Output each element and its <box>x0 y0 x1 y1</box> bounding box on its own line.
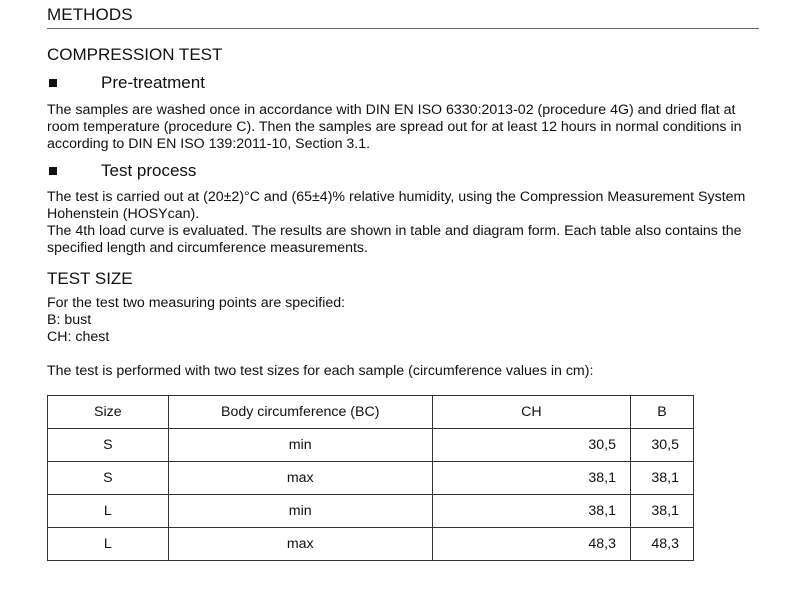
cell-size: L <box>48 495 169 528</box>
header-b: B <box>631 396 694 429</box>
cell-body-circumference: min <box>168 429 432 462</box>
table-row <box>48 528 694 561</box>
paragraph-line: room temperature (procedure C). Then the samples are spread out for at least 12 hours in normal conditions in <box>47 119 742 135</box>
cell-size: S <box>48 429 169 462</box>
cell-b: 38,1 <box>631 462 694 495</box>
header-ch: CH <box>432 396 630 429</box>
table-row <box>48 495 694 528</box>
test-size-paragraph <box>47 295 747 346</box>
table-header-row <box>48 396 694 429</box>
square-bullet-icon <box>49 79 57 87</box>
paragraph-line: B: bust <box>47 312 92 328</box>
cell-size: S <box>48 462 169 495</box>
cell-ch: 38,1 <box>432 462 630 495</box>
cell-ch: 48,3 <box>432 528 630 561</box>
paragraph-line: The 4th load curve is evaluated. The results are shown in table and diagram form. Each table also contains the <box>47 223 742 239</box>
cell-body-circumference: max <box>168 528 432 561</box>
test-size-heading: TEST SIZE <box>47 269 133 288</box>
table-row <box>48 462 694 495</box>
test-process-paragraph <box>47 189 747 257</box>
pretreatment-paragraph <box>47 102 747 153</box>
pretreatment-label: Pre-treatment <box>101 73 205 92</box>
cell-ch: 38,1 <box>432 495 630 528</box>
paragraph-line: CH: chest <box>47 329 110 345</box>
cell-b: 30,5 <box>631 429 694 462</box>
table-row <box>48 429 694 462</box>
paragraph-line: specified length and circumference measurements. <box>47 240 368 256</box>
paragraph-line: The samples are washed once in accordance with DIN EN ISO 6330:2013-02 (procedure 4G) and dried flat at <box>47 102 736 118</box>
test-process-label: Test process <box>101 161 197 180</box>
paragraph-line: For the test two measuring points are specified: <box>47 295 346 311</box>
cell-body-circumference: max <box>168 462 432 495</box>
cell-ch: 30,5 <box>432 429 630 462</box>
header-body-circumference: Body circumference (BC) <box>168 396 432 429</box>
paragraph-line: The test is carried out at (20±2)°C and (65±4)% relative humidity, using the Compression Measurement System <box>47 189 746 205</box>
cell-b: 48,3 <box>631 528 694 561</box>
header-size: Size <box>48 396 169 429</box>
paragraph-line: according to DIN EN ISO 139:2011-10, Section 3.1. <box>47 136 371 152</box>
paragraph-line: Hohenstein (HOSYcan). <box>47 206 200 222</box>
section-header-methods: METHODS <box>47 4 759 29</box>
cell-body-circumference: min <box>168 495 432 528</box>
cell-size: L <box>48 528 169 561</box>
test-size-table <box>47 395 694 561</box>
compression-test-heading: COMPRESSION TEST <box>47 45 223 64</box>
square-bullet-icon <box>49 167 57 175</box>
cell-b: 38,1 <box>631 495 694 528</box>
test-size-intro: The test is performed with two test sizes for each sample (circumference values in cm): <box>47 363 594 379</box>
